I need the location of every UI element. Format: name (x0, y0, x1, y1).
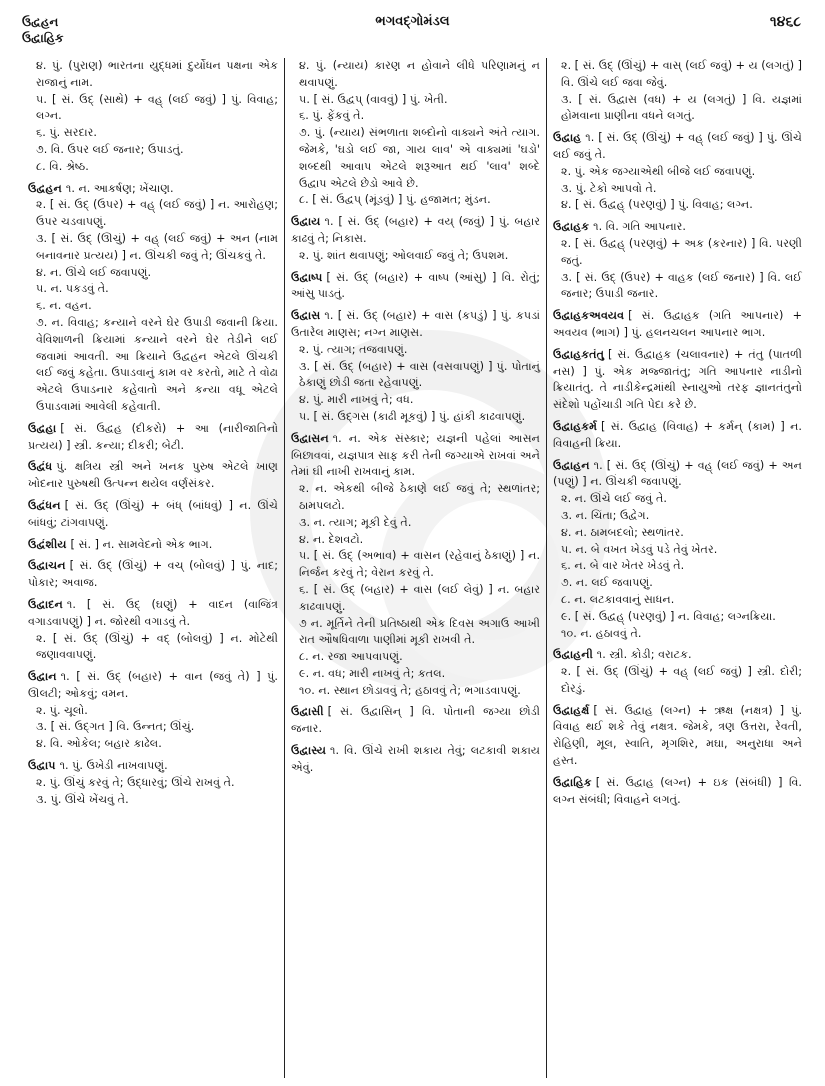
entry-sense (291, 270, 540, 304)
sense-text: ૧. [ સં. ઉદ્ (ઘણું) + વાદન (વાજિંત્ર વગાડવાપણું) ] ન. જોરથી વગાડવું તે. (28, 597, 278, 628)
dictionary-entry (553, 647, 802, 697)
entry-sense (553, 775, 802, 809)
dictionary-entry (28, 758, 278, 808)
entry-headword: ઉદ્વાહકતંતુ (553, 347, 604, 361)
entry-sense (291, 649, 540, 666)
entry-sense (28, 719, 278, 736)
sense-text: ૩. [ સં. ઉદ્ (ઊચું) + વહ્ (લઈ જવું) + અન (નામ બનાવનાર પ્રત્યય) ] ન. ઊંચકી જવું તે; ઊંચકવું તે. (36, 231, 278, 262)
sense-text: ૨. ન. એકથી બીજે ઠેકાણે લઈ જવું તે; સ્થળાંતર; ઠામપલટો. (299, 482, 540, 512)
entry-sense (553, 270, 802, 304)
entry-sense (28, 281, 278, 298)
dictionary-entry (291, 308, 540, 426)
entry-headword: ઉદ્વાહર્ક્ષ (553, 703, 590, 717)
sense-text: [ સં. ઉદ્ (બહાર) + વાષ્પ (આંસુ) ] વિ. રોતું; આંસુ પાડતું. (291, 270, 540, 301)
dictionary-entry (291, 704, 540, 738)
sense-text: ૩. પું. ટેકો આપવો તે. (561, 181, 657, 195)
entry-sense (291, 515, 540, 532)
entry-sense (553, 347, 802, 414)
dictionary-entry (28, 537, 278, 554)
entry-headword: ઉદ્વહન (28, 181, 62, 195)
sense-text: ૧. [ સં. ઉદ્ (ઊંચું) + વહ્ (લઈ જવું) ] પું. ઊંચે લઈ જવું તે. (553, 131, 802, 161)
entry-sense (28, 298, 278, 315)
sense-text: ૨. પું. ત્યાગ; તજવાપણું. (299, 342, 408, 356)
entry-sense (553, 664, 802, 698)
sense-text: ૨. [ સં. ઉદ્વહ્ (પરણવું) + અક (કરનાર) ] વિ. પરણી જતું. (561, 236, 802, 267)
entry-sense (28, 669, 278, 703)
entry-sense (28, 92, 278, 126)
dictionary-entry (28, 459, 278, 493)
entry-sense (553, 508, 802, 525)
sense-text: ૪. [ સં. ઉદ્વહ્ (પરણવું) ] પું. વિવાહ; લગ્ન. (561, 198, 753, 212)
entry-sense (553, 308, 802, 342)
entry-sense (291, 214, 540, 248)
sense-text: ૩. ન. ત્યાગ; મૂકી દેવું તે. (299, 515, 412, 529)
entry-sense (28, 142, 278, 159)
entry-headword: ઉદ્વાહક (553, 220, 590, 234)
sense-text: ૪. ન. ઠામબદલો; સ્થળાંતર. (561, 525, 684, 539)
entry-sense (28, 459, 278, 493)
entry-sense (291, 743, 540, 777)
sense-text: [ સં. ઉદ્વાસિન્ ] વિ. પોતાની જગ્યા છોડી જનાર. (291, 705, 540, 736)
dictionary-entry (553, 347, 802, 414)
entry-headword: ઉદ્વાસ્ય (291, 744, 326, 758)
sense-text: ૧. વિ. ગતિ આપનાર. (593, 220, 686, 234)
dictionary-entry (291, 431, 540, 700)
sense-text: ૨. [ સં. ઉદ્ (ઊંચું) + વદ્ (બોલવું) ] ન. મોટેથી જણાવવાપણું. (36, 631, 278, 662)
sense-text: ૪. પું. (ન્યાય) કારણ ન હોવાને લીધે પરિણામનું ન થવાપણું. (299, 59, 540, 89)
sense-text: ૧. વિ. ઊંચે રાખી શકાય તેવું; લટકાવી શકાય એવું. (291, 744, 540, 774)
entry-sense (291, 683, 540, 700)
page-header (0, 8, 825, 48)
sense-text: [ સં. ઉદ્વાહ (વિવાહ) + કર્મન્ (કામ) ] ન. વિવાહની ક્રિયા. (553, 419, 802, 450)
sense-text: ૩. ન. ચિંતા; ઉદ્વેગ. (561, 508, 650, 522)
dictionary-entry (291, 743, 540, 777)
entry-sense (553, 58, 802, 92)
dictionary-entry (553, 703, 802, 770)
sense-text: ૭. વિ. ઉપર લઈ જનાર; ઉપાડતું. (36, 142, 184, 156)
entry-headword: ઉદ્વાહની (553, 648, 593, 662)
dictionary-entry (553, 419, 802, 453)
entry-sense (291, 481, 540, 515)
sense-text: ૬. [ સં. ઉદ્ (બહાર) + વાસ (લઈ લેવું) ] ન. બહાર કાઢવાપણું. (299, 582, 540, 613)
sense-text: ૧. [ સં. ઉદ્ (બહાર) + વાન (જવું તે) ] પું. ઊલટી; ઓકવું; વમન. (28, 670, 278, 700)
entry-sense (28, 736, 278, 753)
column-2 (284, 58, 546, 1078)
sense-text: ૨. પું. શાંત થવાપણું; ઓલવાઈ જવું તે; ઉપશમ. (299, 248, 509, 262)
dictionary-entry (28, 181, 278, 416)
sense-text: ૬. પું. સરદાર. (36, 126, 97, 140)
sense-text: ૧. સ્ત્રી. કોડી; વરાટક. (596, 648, 692, 662)
entry-headword: ઉદ્વાન (28, 670, 57, 684)
entry-sense (553, 236, 802, 270)
entry-sense (553, 703, 802, 770)
sense-text: ૧. ન. એક સંસ્કાર; યજ્ઞની પહેલાં આસન બિછાવવાં, યજ્ઞપાત્ર સાફ કરી તેની જગ્યાએ રાખવાં અને તેમાં ઘી નાખી રાખવાનું કામ. (291, 431, 540, 479)
sense-text: ૧. ન. આકર્ષણ; ખેંચાણ. (65, 181, 174, 195)
sense-text: ૧૦. ન. હઠાવવું તે. (561, 626, 642, 640)
sense-text: ૭ ન. મૂર્તિને તેની પ્રતિષ્ઠાથી એક દિવસ અગાઉ આખી રાત ઔષધિવાળા પાણીમાં મૂકી રાખવી તે. (299, 616, 540, 647)
sense-text: ૬. પું. ફેંકવું તે. (299, 109, 365, 123)
sense-text: ૬. ન. વહન. (36, 299, 92, 313)
sense-text: ૮. [ સં. ઉદ્વપ્ (મૂંડવું) ] પું. હજામત; મુંડન. (299, 193, 491, 207)
dictionary-entry (28, 669, 278, 753)
entry-sense (291, 392, 540, 409)
sense-text: ૨. [ સં. ઉદ્ (ઊંચું) + વહ્ (લઈ જવું) ] સ્ત્રી. દોરી; દોરડું. (561, 665, 802, 695)
entry-sense (28, 58, 278, 92)
dictionary-entry (28, 597, 278, 664)
sense-text: ૯. ન. વધ; મારી નાખવું તે; કતલ. (299, 666, 446, 680)
dictionary-entry (28, 558, 278, 592)
sense-text: ૨. [ સં. ઉદ્ (ઉપર) + વહ્ (લઈ જવું) ] ન. આરોહણ; ઉપર ચડવાપણું. (36, 198, 278, 229)
entry-sense (28, 498, 278, 532)
sense-text: ૪. ન. ઊંચે લઈ જવાપણું. (36, 265, 152, 279)
entry-sense (553, 219, 802, 236)
sense-text: ૫. [ સં. ઉદ્ (સાથે) + વહ્ (લઈ જવું) ] પું. વિવાહ; લગ્ન. (36, 92, 278, 123)
entry-sense (28, 537, 278, 554)
sense-text: ૨. પું. ઊંચું કરવું તે; ઉદ્ધારવું; ઊંચે રાખવું તે. (36, 775, 235, 789)
entry-sense (553, 558, 802, 575)
entry-headword: ઉદ્વાસન (291, 431, 329, 445)
sense-text: ૧. [ સં. ઉદ્ (બહાર) + વય્ (જવું) ] પું. બહાર કાઢવું તે; નિકાસ. (291, 215, 540, 245)
entry-sense (291, 704, 540, 738)
page-title: ભગવદ્ગોમંડલ (375, 14, 450, 29)
entry-headword: ઉદ્વાપ (28, 759, 56, 773)
entry-sense (291, 616, 540, 650)
entry-sense (28, 703, 278, 720)
sense-text: ૩. પું. ઊંચે ખેંચવું તે. (36, 792, 129, 806)
sense-text: ૪. ન. દેશવટો. (299, 532, 364, 546)
entry-sense (553, 164, 802, 181)
sense-text: ૭. ન. વિવાહ; કન્યાને વરને ઘેર ઉપાડી જવાની ક્રિયા. વેવિશાળની ક્રિયામાં કન્યાને વરને ઘેર તેડીને લઈ જવામાં આવતી. આ ક્રિયાને ઉદ્વહન એટલે ઊંચકી લઈ જવું કહેતા. ઉપાડવાનું કામ વર કરતો, માટે તે વોઢા એટલે ઉપાડનાર કહેવાતો અને કન્યા વધૂ એટલે ઉપાડવામાં આવેલી કહેવાતી. (36, 315, 278, 413)
sense-text: ૨. પું. એક જગ્યાએથી બીજે લઈ જવાપણું. (561, 164, 756, 178)
entry-headword: ઉદ્વાસી (291, 705, 324, 719)
entry-sense (291, 108, 540, 125)
sense-text: [ સં. ઉદ્વહ (દીકરો) + આ (નારીજાતિનો પ્રત્યય) ] સ્ત્રી. કન્યા; દીકરી; બેટી. (28, 421, 278, 452)
entry-headword: ઉદ્વાદન (28, 597, 63, 611)
entry-sense (291, 125, 540, 192)
entry-sense (553, 458, 802, 492)
entry-sense (28, 792, 278, 809)
entry-sense (291, 532, 540, 549)
dictionary-entry (28, 421, 278, 455)
sense-text: ૫. [ સં. ઉદ્ (અભાવ) + વાસન (રહેવાનું ઠેકાણું) ] ન. નિર્જન કરવું તે; વેરાન કરવું તે. (299, 549, 540, 580)
sense-text: ૫. ન. બે વખત ખેડવું પડે તેવું ખેતર. (561, 542, 718, 556)
entry-sense (28, 775, 278, 792)
entry-sense (28, 125, 278, 142)
entry-sense (28, 197, 278, 231)
entry-headword: ઉદ્વાહિક (553, 775, 592, 789)
entry-sense (291, 248, 540, 265)
entry-sense (291, 666, 540, 683)
entry-sense (553, 525, 802, 542)
sense-text: [ સં. ઉદ્ (ઊંચું) + વચ્ (બોલવું) ] પું. નાદ; પોકાર; અવાજ. (28, 559, 278, 590)
entry-sense (28, 159, 278, 176)
sense-text: ૨. [ સં. ઉદ્ (ઊંચું) + વાસ્ (લઈ જવું) + ય (લગતું) ] વિ. ઊંચે લઈ જવા જેવું. (561, 59, 802, 89)
dictionary-entry (553, 775, 802, 809)
dictionary-entry (553, 58, 802, 125)
entry-sense (553, 647, 802, 664)
entry-sense (291, 582, 540, 616)
entry-sense (553, 92, 802, 126)
sense-text: ૯. [ સં. ઉદ્વહ્ (પરણવું) ] ન. વિવાહ; લગ્નક્રિયા. (561, 609, 776, 623)
sense-text: ૮. ન. રજા આપવાપણું. (299, 650, 403, 664)
sense-text: ૮. વિ. શ્રેષ્ઠ. (36, 159, 89, 173)
sense-text: ૨. ન. ઊંચે લઈ જવું તે. (561, 492, 667, 506)
sense-text: ૩. [ સં. ઉદ્ગત ] વિ. ઉન્નત; ઊંચું. (36, 720, 195, 734)
entry-sense (553, 491, 802, 508)
sense-text: ૧. [ સં. ઉદ્ (ઊંચું) + વહ્ (લઈ જવું) + અન (પણું) ] ન. ઊંચકી જવાપણું. (553, 458, 802, 489)
entry-sense (291, 431, 540, 481)
sense-text: ૪. પું. (પુરાણ) ભારતના યુદ્ધમાં દુર્યોધન પક્ષના એક રાજાનું નામ. (36, 59, 278, 89)
sense-text: પું. ક્ષત્રિય સ્ત્રી અને ખનક પુરુષ એટલે ખાણ ખોદનાર પુરુષથી ઉત્પન્ન થયેલ વર્ણસંકર. (28, 460, 278, 491)
entry-sense (553, 419, 802, 453)
entry-headword: ઉદ્વંશીય (28, 537, 67, 551)
sense-text: ૩. [ સં. ઉદ્ (ઉપર) + વાહક (લઈ જનાર) ] વિ. લઈ જનાર; ઉપાડી જનાર. (561, 270, 802, 301)
entry-sense (553, 197, 802, 214)
entry-sense (291, 342, 540, 359)
entry-sense (28, 315, 278, 416)
dictionary-entry (291, 270, 540, 304)
dictionary-entry (553, 308, 802, 342)
dictionary-entry (553, 458, 802, 643)
entry-sense (291, 308, 540, 342)
column-3 (546, 58, 808, 1078)
entry-sense (553, 626, 802, 643)
dictionary-entry (291, 214, 540, 264)
entry-headword: ઉદ્વાહકઅવયવ (553, 309, 625, 323)
sense-text: ૨. પું. ચૂલો. (36, 703, 88, 717)
entry-sense (553, 181, 802, 198)
entry-sense (28, 631, 278, 665)
sense-text: [ સં. ઉદ્વાહક (ગતિ આપનાર) + અવયવ (ભાગ) ] પું. હલનચલન આપનાર ભાગ. (553, 309, 802, 339)
sense-text: ૩. [ સં. ઉદ્વાસ (વધ) + ય (લગતું) ] વિ. યજ્ઞમાં હોમવાના પ્રાણીના વધને લગતું. (561, 92, 802, 123)
sense-text: [ સં. ઉદ્વાહ (લગ્ન) + ઇક (સંબંધી) ] વિ. લગ્ન સંબંધી; વિવાહને લગતું. (553, 775, 802, 806)
sense-text: ૧. [ સં. ઉદ્ (બહાર) + વાસ (કપડું) ] પું. કપડાં ઉતારેલ માણસ; નગ્ન માણસ. (291, 309, 540, 339)
entry-sense (28, 597, 278, 631)
entry-sense (291, 548, 540, 582)
entry-sense (28, 265, 278, 282)
entry-headword: ઉદ્વાચન (28, 559, 66, 573)
entry-headword: ઉદ્વંધન (28, 498, 61, 512)
sense-text: ૮. ન. લટકાવવાનું સાધન. (561, 592, 675, 606)
entry-sense (28, 421, 278, 455)
dictionary-entry (28, 58, 278, 176)
entry-headword: ઉદ્વાષ્પ (291, 270, 323, 284)
sense-text: ૧. પું. ઉખેડી નાખવાપણું. (59, 759, 168, 773)
entry-sense (28, 558, 278, 592)
entry-sense (28, 758, 278, 775)
entry-headword: ઉદ્વાય (291, 215, 321, 229)
entry-sense (553, 130, 802, 164)
sense-text: ૫. [ સં. ઉદ્ગસ (કાઢી મૂકવું) ] પું. હાંકી કાઢવાપણું. (299, 409, 526, 423)
dictionary-entry (28, 498, 278, 532)
column-1 (22, 58, 284, 1078)
dictionary-entry (291, 58, 540, 209)
guide-word-last: ઉદ્વાહિક (22, 31, 64, 45)
entry-headword: ઉદ્વાસ (291, 309, 321, 323)
entry-sense (291, 409, 540, 426)
sense-text: [ સં. ] ન. સામવેદનો એક ભાગ. (70, 537, 213, 551)
sense-text: ૧૦. ન. સ્થાન છોડાવવું તે; હઠાવવું તે; ભગાડવાપણું. (299, 683, 521, 697)
sense-text: [ સં. ઉદ્વાહ (લગ્ન) + ઋક્ષ (નક્ષત્ર) ] પું. વિવાહ થઈ શકે તેવું નક્ષત્ર. જેમકે, ત્રણ ઉત્તરા, રેવતી, રોહિણી, મૂલ, સ્વાતિ, મૃગશિર, મઘા, અનુરાધા અને હસ્ત. (553, 703, 802, 768)
guide-word-first: ઉદ્વહન (22, 15, 59, 29)
entry-headword: ઉદ્વાહન (553, 458, 590, 472)
sense-text: [ સં. ઉદ્વાહક (ચલાવનાર) + તંતુ (પાતળી નસ) ] પું. એક મજ્જાતંતુ; ગતિ આપનાર નાડીનો ક્રિયાતંતુ. તે નાડીકેન્દ્રમાંથી સ્નાયુઓ તરફ જ્ઞાનતંતુનો સંદેશો પહોંચાડી ગતિ પેદા કરે છે. (553, 347, 802, 412)
entry-headword: ઉદ્વાહ (553, 131, 582, 145)
sense-text: ૭. પું. (ન્યાય) સંભળાતા શબ્દોનો વાક્યને અંતે ત્યાગ. જેમકે, 'ઘડો લઈ જા, ગાય લાવ' એ વાક્યમાં 'ઘડો' શબ્દથી આવાપ એટલે શરૂઆત થઈ 'લાવ' શબ્દે ઉદ્વાપ એટલે છેડો આવે છે. (299, 126, 540, 190)
sense-text: ૬. ન. બે વાર ખેતર ખેડવું તે. (561, 559, 685, 573)
sense-text: ૪. વિ. ઓકેલ; બહાર કાઢેલ. (36, 737, 162, 751)
entry-sense (28, 181, 278, 198)
entry-sense (291, 92, 540, 109)
sense-text: [ સં. ઉદ્ (ઊંચું) + બંધ્ (બાંધવું) ] ન. ઊંચે બાંધવું; ટાંગવાપણું. (28, 498, 278, 529)
entry-headword: ઉદ્વહા (28, 421, 57, 435)
entry-sense (553, 592, 802, 609)
entry-sense (291, 192, 540, 209)
dictionary-entry (553, 219, 802, 303)
entry-headword: ઉદ્વાહકર્મ (553, 419, 598, 433)
sense-text: ૫. ન. પકડવું તે. (36, 282, 109, 296)
entry-sense (553, 542, 802, 559)
dictionary-entry (553, 130, 802, 214)
entry-headword: ઉદ્વંધ (28, 460, 53, 474)
sense-text: ૫. [ સં. ઉદ્વપ્ (વાવવું) ] પું. ખેતી. (299, 92, 448, 106)
sense-text: ૩. [ સં. ઉદ્ (બહાર) + વાસ (વસવાપણું) ] પું. પોતાનું ઠેકાણું છોડી જતા રહેવાપણું. (299, 359, 540, 390)
sense-text: ૭. ન. લઈ જવાપણું. (561, 576, 653, 590)
page-number: ૧૪૬૮ (769, 14, 801, 30)
entry-sense (553, 609, 802, 626)
entry-sense (291, 359, 540, 393)
dictionary-columns (22, 58, 817, 1078)
entry-sense (28, 231, 278, 265)
sense-text: ૪. પું. મારી નાખવું તે; વધ. (299, 393, 414, 407)
entry-sense (291, 58, 540, 92)
entry-sense (553, 575, 802, 592)
